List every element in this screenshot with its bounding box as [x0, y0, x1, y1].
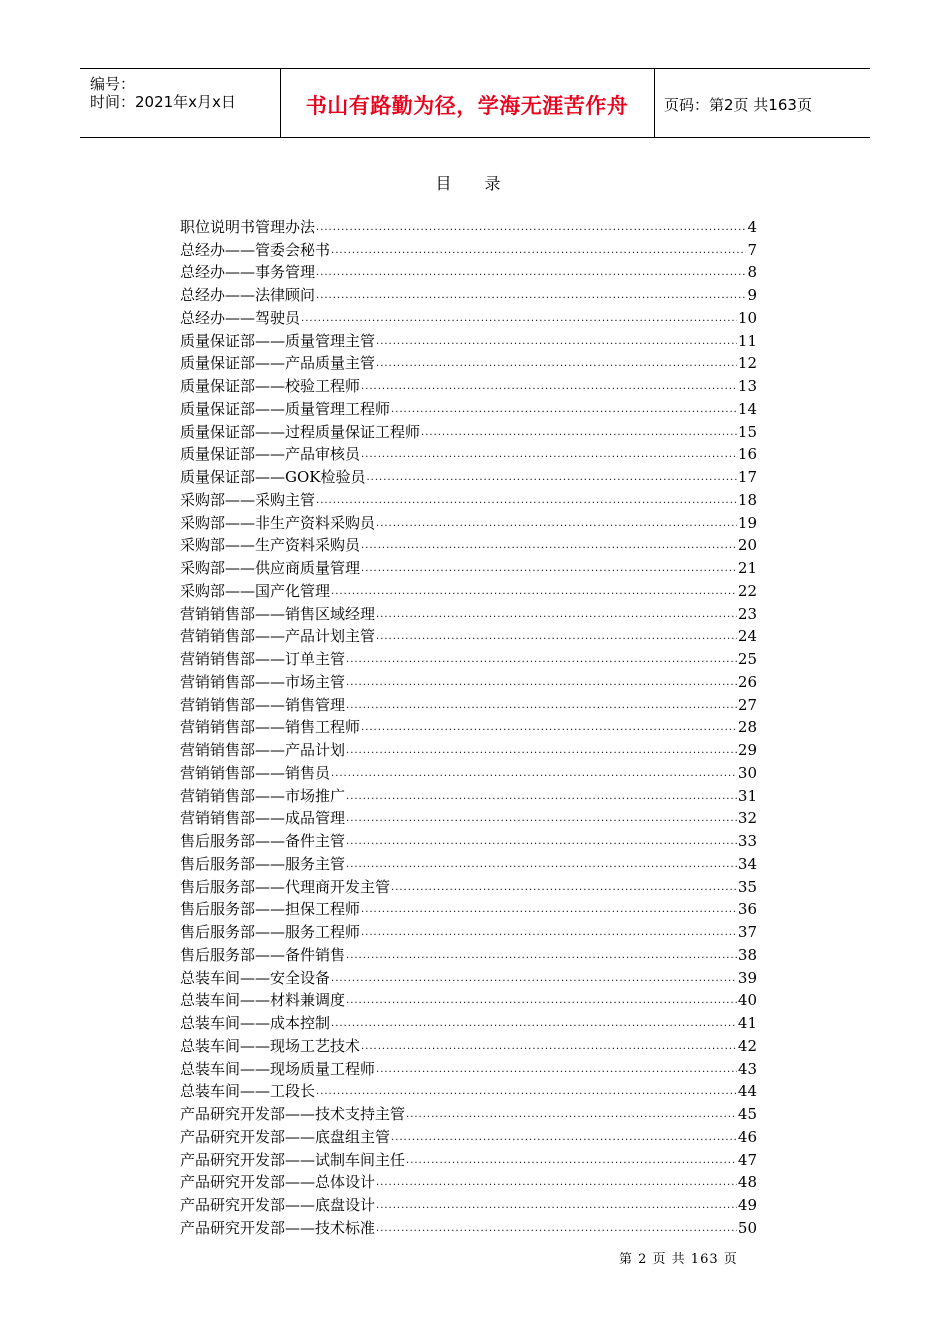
toc-leader-dots	[391, 882, 737, 897]
toc-entry[interactable]	[180, 601, 757, 624]
toc-entry-title: 总装车间——材料兼调度	[180, 991, 346, 1010]
toc-entry-page: 23	[737, 604, 757, 623]
toc-entry[interactable]	[180, 396, 757, 419]
toc-entry-page: 19	[737, 513, 757, 532]
toc-entry-page: 12	[737, 354, 757, 373]
toc-leader-dots	[316, 1086, 737, 1101]
toc-entry-title: 营销销售部——销售管理	[180, 695, 346, 714]
toc-entry[interactable]	[180, 1215, 757, 1238]
toc-leader-dots	[301, 313, 737, 328]
toc-entry-title: 产品研究开发部——底盘设计	[180, 1196, 376, 1214]
toc-entry-title: 营销销售部——产品计划主管	[180, 627, 376, 646]
toc-entry[interactable]	[180, 669, 757, 692]
toc-leader-dots	[367, 472, 737, 487]
toc-entry-title: 售后服务部——代理商开发主管	[180, 877, 391, 896]
toc-entry[interactable]	[180, 260, 757, 283]
toc-leader-dots	[391, 1132, 737, 1147]
toc-entry-page: 28	[737, 718, 757, 737]
toc-leader-dots	[316, 267, 746, 282]
toc-leader-dots	[361, 563, 737, 578]
toc-leader-dots	[346, 791, 737, 806]
toc-leader-dots	[361, 927, 737, 942]
toc-entry-title: 营销销售部——市场主管	[180, 672, 346, 691]
toc-entry[interactable]	[180, 806, 757, 829]
toc-entry[interactable]	[180, 919, 757, 942]
toc-leader-dots	[316, 495, 737, 510]
toc-leader-dots	[376, 358, 737, 373]
toc-entry-page: 35	[737, 877, 757, 896]
toc-entry[interactable]	[180, 1147, 757, 1170]
toc-entry-page: 14	[737, 399, 757, 418]
toc-entry-page: 4	[747, 217, 757, 236]
toc-entry[interactable]	[180, 373, 757, 396]
toc-entry[interactable]	[180, 237, 757, 260]
toc-entry-title: 质量保证部——产品质量主管	[180, 354, 376, 373]
toc-leader-dots	[346, 677, 737, 692]
toc-leader-dots	[316, 222, 746, 237]
toc-entry-page: 39	[737, 968, 757, 987]
toc-entry[interactable]	[180, 464, 757, 487]
toc-entry-title: 采购部——采购主管	[180, 490, 316, 509]
toc-entry-page: 17	[737, 468, 757, 486]
toc-entry[interactable]	[180, 533, 757, 556]
header-right-cell	[654, 69, 870, 137]
toc-entry-page: 13	[737, 377, 757, 395]
toc-entry[interactable]	[180, 328, 757, 351]
toc-entry[interactable]	[180, 783, 757, 806]
toc-entry[interactable]	[180, 988, 757, 1011]
toc-entry-page: 25	[737, 650, 757, 668]
toc-leader-dots	[346, 700, 737, 715]
toc-leader-dots	[346, 836, 737, 851]
toc-entry-title: 总装车间——安全设备	[180, 968, 331, 987]
toc-leader-dots	[376, 1064, 737, 1079]
toc-entry-page: 27	[737, 695, 757, 714]
toc-entry-title: 总装车间——现场工艺技术	[180, 1036, 361, 1055]
toc-entry[interactable]	[180, 1079, 757, 1102]
toc-leader-dots	[361, 904, 737, 919]
toc-entry-title: 营销销售部——产品计划	[180, 741, 346, 759]
toc-leader-dots	[361, 449, 737, 464]
toc-entry-title: 总装车间——工段长	[180, 1082, 316, 1101]
header-left-cell	[80, 69, 281, 137]
toc-entry-title: 总经办——驾驶员	[180, 308, 301, 327]
toc-entry-title: 售后服务部——担保工程师	[180, 900, 361, 919]
toc-entry-title: 营销销售部——订单主管	[180, 650, 346, 668]
toc-entry-title: 质量保证部——质量管理工程师	[180, 399, 391, 418]
toc-entry-title: 营销销售部——销售工程师	[180, 718, 361, 737]
toc-entry-title: 总经办——事务管理	[180, 263, 316, 282]
toc-entry[interactable]	[180, 897, 757, 920]
toc-entry[interactable]	[180, 942, 757, 965]
toc-entry-page: 43	[737, 1059, 757, 1078]
toc-entry-page: 46	[737, 1127, 757, 1146]
toc-entry-title: 采购部——供应商质量管理	[180, 559, 361, 577]
toc-leader-dots	[331, 1018, 737, 1033]
toc-entry-page: 36	[737, 900, 757, 919]
toc-entry[interactable]	[180, 1192, 757, 1215]
toc-leader-dots	[331, 586, 737, 601]
toc-leader-dots	[406, 1109, 737, 1124]
toc-entry-title: 产品研究开发部——试制车间主任	[180, 1150, 406, 1169]
toc-entry[interactable]	[180, 1033, 757, 1056]
toc-entry-page: 22	[737, 581, 757, 600]
toc-entry-title: 营销销售部——销售区域经理	[180, 604, 376, 623]
toc-entry-title: 售后服务部——服务工程师	[180, 923, 361, 941]
toc-entry[interactable]	[180, 851, 757, 874]
toc-entry[interactable]	[180, 305, 757, 328]
toc-entry[interactable]	[180, 737, 757, 760]
toc-entry-page: 44	[737, 1082, 757, 1101]
toc-entry-page: 45	[737, 1105, 757, 1123]
toc-leader-dots	[346, 995, 737, 1010]
number-label: 编号：	[90, 75, 136, 93]
toc-leader-dots	[346, 950, 737, 965]
toc-leader-dots	[346, 859, 737, 874]
header-middle-cell	[280, 69, 655, 137]
toc-entry-page: 47	[737, 1150, 757, 1169]
toc-entry-page: 30	[737, 763, 757, 782]
toc-entry-title: 产品研究开发部——总体设计	[180, 1173, 376, 1192]
toc-entry[interactable]	[180, 282, 757, 305]
toc-entry-title: 售后服务部——服务主管	[180, 854, 346, 873]
toc-leader-dots	[376, 336, 737, 351]
toc-leader-dots	[406, 1155, 737, 1170]
toc-leader-dots	[391, 404, 737, 419]
toc-leader-dots	[361, 540, 737, 555]
toc-entry[interactable]	[180, 510, 757, 533]
toc-entry-page: 33	[737, 832, 757, 850]
toc-entry-title: 质量保证部——产品审核员	[180, 445, 361, 464]
toc-entry-page: 29	[737, 741, 757, 759]
toc-leader-dots	[361, 722, 737, 737]
toc-entry-page: 18	[737, 490, 757, 509]
toc-entry-title: 产品研究开发部——底盘组主管	[180, 1127, 391, 1146]
toc-entry[interactable]	[180, 760, 757, 783]
toc-leader-dots	[376, 1200, 737, 1215]
toc-entry-page: 40	[737, 991, 757, 1010]
toc-leader-dots	[361, 381, 737, 396]
toc-entry[interactable]	[180, 1170, 757, 1193]
toc-entry-title: 质量保证部——GOK检验员	[180, 468, 366, 486]
toc-entry-page: 20	[737, 536, 757, 555]
toc-entry-title: 售后服务部——备件主管	[180, 832, 346, 850]
toc-entry-title: 营销销售部——销售员	[180, 763, 331, 782]
toc-entry[interactable]	[180, 442, 757, 465]
toc-entry[interactable]	[180, 351, 757, 374]
toc-leader-dots	[361, 1041, 737, 1056]
toc-entry[interactable]	[180, 1124, 757, 1147]
time-label: 时间：2021年x月x日	[90, 93, 236, 111]
toc-leader-dots	[331, 245, 746, 260]
table-of-contents	[180, 214, 757, 1238]
toc-entry-title: 营销销售部——成品管理	[180, 809, 346, 828]
toc-entry[interactable]	[180, 214, 757, 237]
toc-entry-page: 24	[737, 627, 757, 646]
toc-entry[interactable]	[180, 692, 757, 715]
toc-entry-page: 42	[737, 1036, 757, 1055]
toc-leader-dots	[376, 518, 737, 533]
toc-entry-title: 营销销售部——市场推广	[180, 786, 346, 805]
toc-entry-page: 49	[737, 1196, 757, 1214]
toc-entry-page: 37	[737, 923, 757, 941]
toc-entry-title: 总经办——法律顾问	[180, 286, 316, 304]
toc-entry-title: 产品研究开发部——技术标准	[180, 1218, 376, 1237]
toc-entry[interactable]	[180, 715, 757, 738]
toc-entry-title: 采购部——生产资料采购员	[180, 536, 361, 555]
page-header	[80, 68, 870, 138]
toc-entry-page: 16	[737, 445, 757, 464]
toc-entry-title: 总经办——管委会秘书	[180, 240, 331, 259]
toc-leader-dots	[346, 745, 737, 760]
toc-entry[interactable]	[180, 1101, 757, 1124]
toc-leader-dots	[421, 427, 737, 442]
toc-entry-title: 质量保证部——质量管理主管	[180, 331, 376, 350]
toc-entry-page: 15	[737, 422, 757, 441]
toc-entry-page: 31	[737, 786, 757, 805]
toc-entry[interactable]	[180, 487, 757, 510]
toc-leader-dots	[346, 813, 737, 828]
toc-leader-dots	[376, 1177, 737, 1192]
toc-entry-title: 质量保证部——过程质量保证工程师	[180, 422, 421, 441]
toc-leader-dots	[331, 973, 737, 988]
toc-entry-title: 职位说明书管理办法	[180, 217, 316, 236]
toc-entry[interactable]	[180, 555, 757, 578]
toc-leader-dots	[316, 290, 746, 305]
toc-entry[interactable]	[180, 965, 757, 988]
toc-entry-page: 26	[737, 672, 757, 691]
toc-leader-dots	[331, 768, 737, 783]
toc-title: 目 录	[435, 174, 515, 193]
toc-entry[interactable]	[180, 874, 757, 897]
toc-entry[interactable]	[180, 419, 757, 442]
toc-entry[interactable]	[180, 1010, 757, 1033]
toc-leader-dots	[376, 631, 737, 646]
toc-entry-title: 总装车间——成本控制	[180, 1014, 331, 1032]
toc-leader-dots	[376, 609, 737, 624]
toc-entry-title: 产品研究开发部——技术支持主管	[180, 1105, 406, 1123]
toc-entry-page: 21	[737, 559, 757, 577]
toc-entry-title: 售后服务部——备件销售	[180, 945, 346, 964]
toc-entry-page: 41	[737, 1014, 757, 1032]
toc-entry-title: 采购部——非生产资料采购员	[180, 513, 376, 532]
toc-entry[interactable]	[180, 1056, 757, 1079]
footer-page-number: 第 2 页 共 163 页	[619, 1252, 738, 1267]
toc-entry[interactable]	[180, 828, 757, 851]
toc-entry-page: 50	[737, 1218, 757, 1237]
toc-entry-title: 总装车间——现场质量工程师	[180, 1059, 376, 1078]
toc-leader-dots	[346, 654, 737, 669]
toc-entry[interactable]	[180, 578, 757, 601]
toc-entry-page: 8	[747, 263, 757, 282]
toc-entry[interactable]	[180, 624, 757, 647]
toc-entry-page: 32	[737, 809, 757, 828]
header-motto: 书山有路勤为径，学海无涯苦作舟	[305, 94, 629, 118]
toc-entry-page: 48	[737, 1173, 757, 1192]
toc-entry-title: 采购部——国产化管理	[180, 581, 331, 600]
toc-entry-title: 质量保证部——校验工程师	[180, 377, 361, 395]
toc-entry-page: 7	[747, 240, 757, 259]
toc-entry-page: 38	[737, 945, 757, 964]
toc-entry-page: 34	[737, 854, 757, 873]
toc-entry-page: 10	[737, 308, 757, 327]
toc-entry[interactable]	[180, 646, 757, 669]
toc-entry-page: 11	[737, 331, 757, 350]
toc-leader-dots	[376, 1223, 737, 1238]
header-page-info: 页码：第2页 共163页	[664, 96, 812, 114]
toc-entry-page: 9	[747, 286, 757, 304]
